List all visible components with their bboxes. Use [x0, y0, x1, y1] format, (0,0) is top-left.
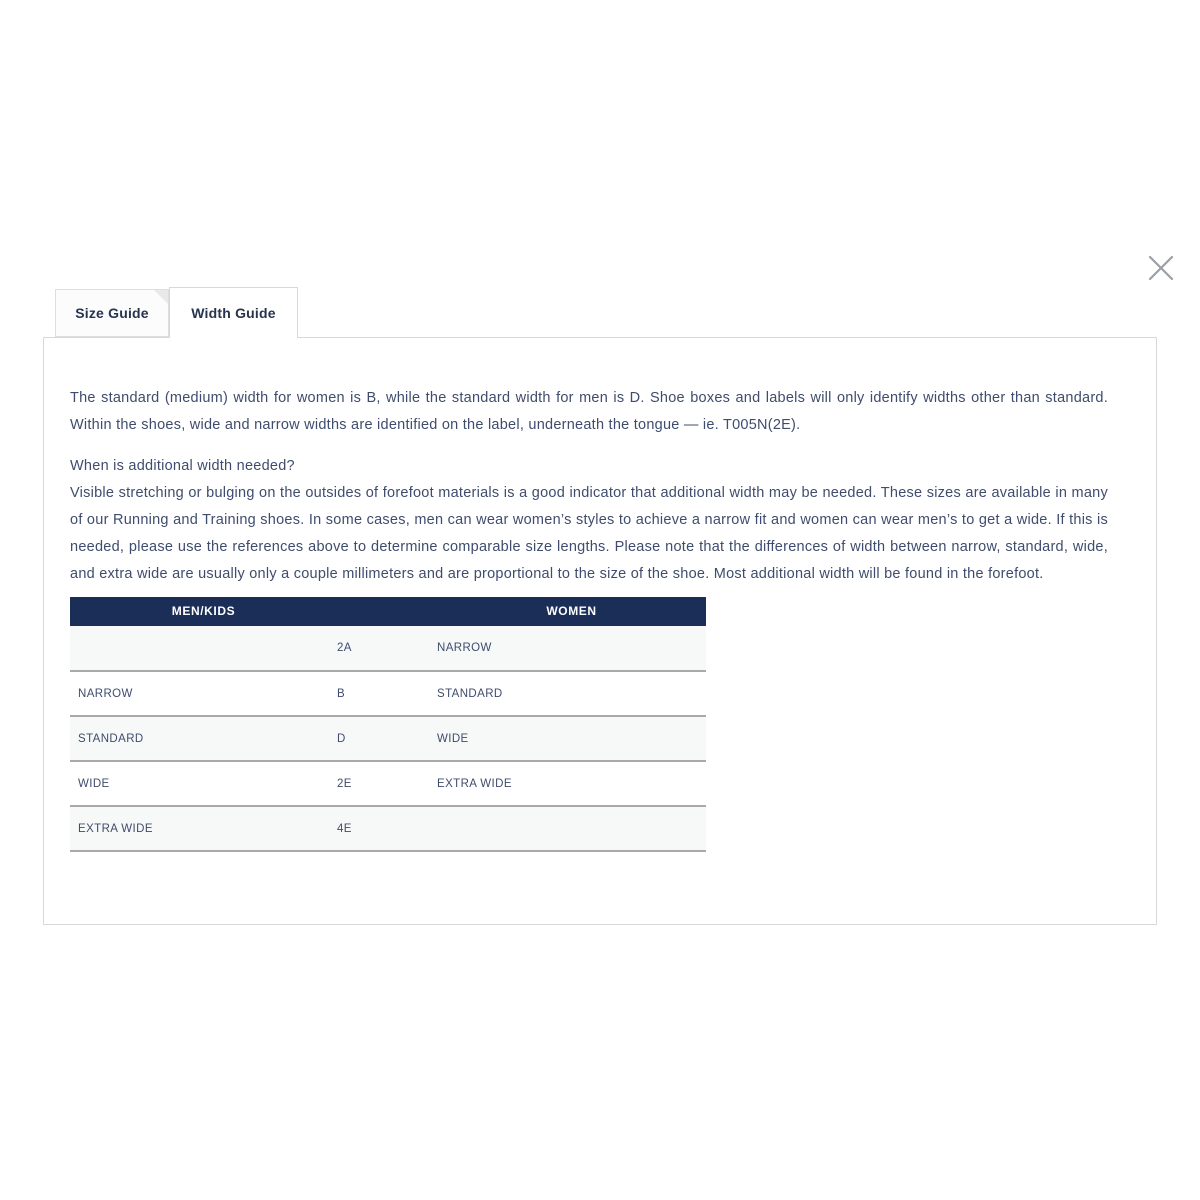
table-row	[70, 626, 706, 671]
close-x-glyph	[1146, 253, 1176, 283]
women-cell	[437, 806, 706, 851]
width-code-cell: 4E	[337, 806, 437, 851]
width-table-header	[70, 597, 706, 626]
men-kids-cell: EXTRA WIDE	[70, 806, 337, 851]
tab-size-guide[interactable]	[55, 289, 169, 337]
width-guide-modal	[43, 337, 1157, 925]
width-table-body	[70, 626, 706, 851]
table-row	[70, 806, 706, 851]
table-row	[70, 716, 706, 761]
tab-width-guide-label: Width Guide	[191, 305, 276, 321]
women-cell: NARROW	[437, 626, 706, 671]
header-row	[70, 597, 706, 626]
section-body: Visible stretching or bulging on the outsides of forefoot materials is a good indicator that additional width may be needed. These sizes are available in many of our Running and Training shoes. In some cases, men can wear women’s styles to achieve a narrow fit and women can wear men’s to get a wide. If this is needed, please use the references above to determine comparable size lengths. Please note that the differences of width between narrow, standard, wide, and extra wide are usually only a couple millimeters and are proportional to the size of the shoe. Most additional width will be found in the forefoot.	[70, 485, 1108, 582]
men-kids-cell	[70, 626, 337, 671]
tab-width-guide[interactable]	[169, 287, 298, 338]
width-guide-panel	[44, 338, 1156, 852]
close-icon[interactable]	[1142, 249, 1180, 287]
men-kids-cell: WIDE	[70, 761, 337, 806]
men-kids-header: MEN/KIDS	[70, 597, 337, 626]
width-code-cell: 2A	[337, 626, 437, 671]
width-code-cell: 2E	[337, 761, 437, 806]
men-kids-cell: STANDARD	[70, 716, 337, 761]
table-row	[70, 671, 706, 716]
tab-size-guide-label: Size Guide	[75, 305, 149, 321]
section-heading: When is additional width needed?	[70, 458, 295, 474]
width-table	[70, 597, 706, 852]
men-kids-cell: NARROW	[70, 671, 337, 716]
women-cell: EXTRA WIDE	[437, 761, 706, 806]
width-code-cell: D	[337, 716, 437, 761]
women-header: WOMEN	[437, 597, 706, 626]
width-code-cell: B	[337, 671, 437, 716]
intro-paragraph: The standard (medium) width for women is B, while the standard width for men is D. Shoe boxes and labels will only identify widths other than standard. Within the shoes, wide and narrow widths are identified on the label, underneath the tongue — ie. T005N(2E).	[70, 390, 1108, 433]
table-row	[70, 761, 706, 806]
women-cell: WIDE	[437, 716, 706, 761]
code-header-spacer	[337, 597, 437, 626]
women-cell: STANDARD	[437, 671, 706, 716]
